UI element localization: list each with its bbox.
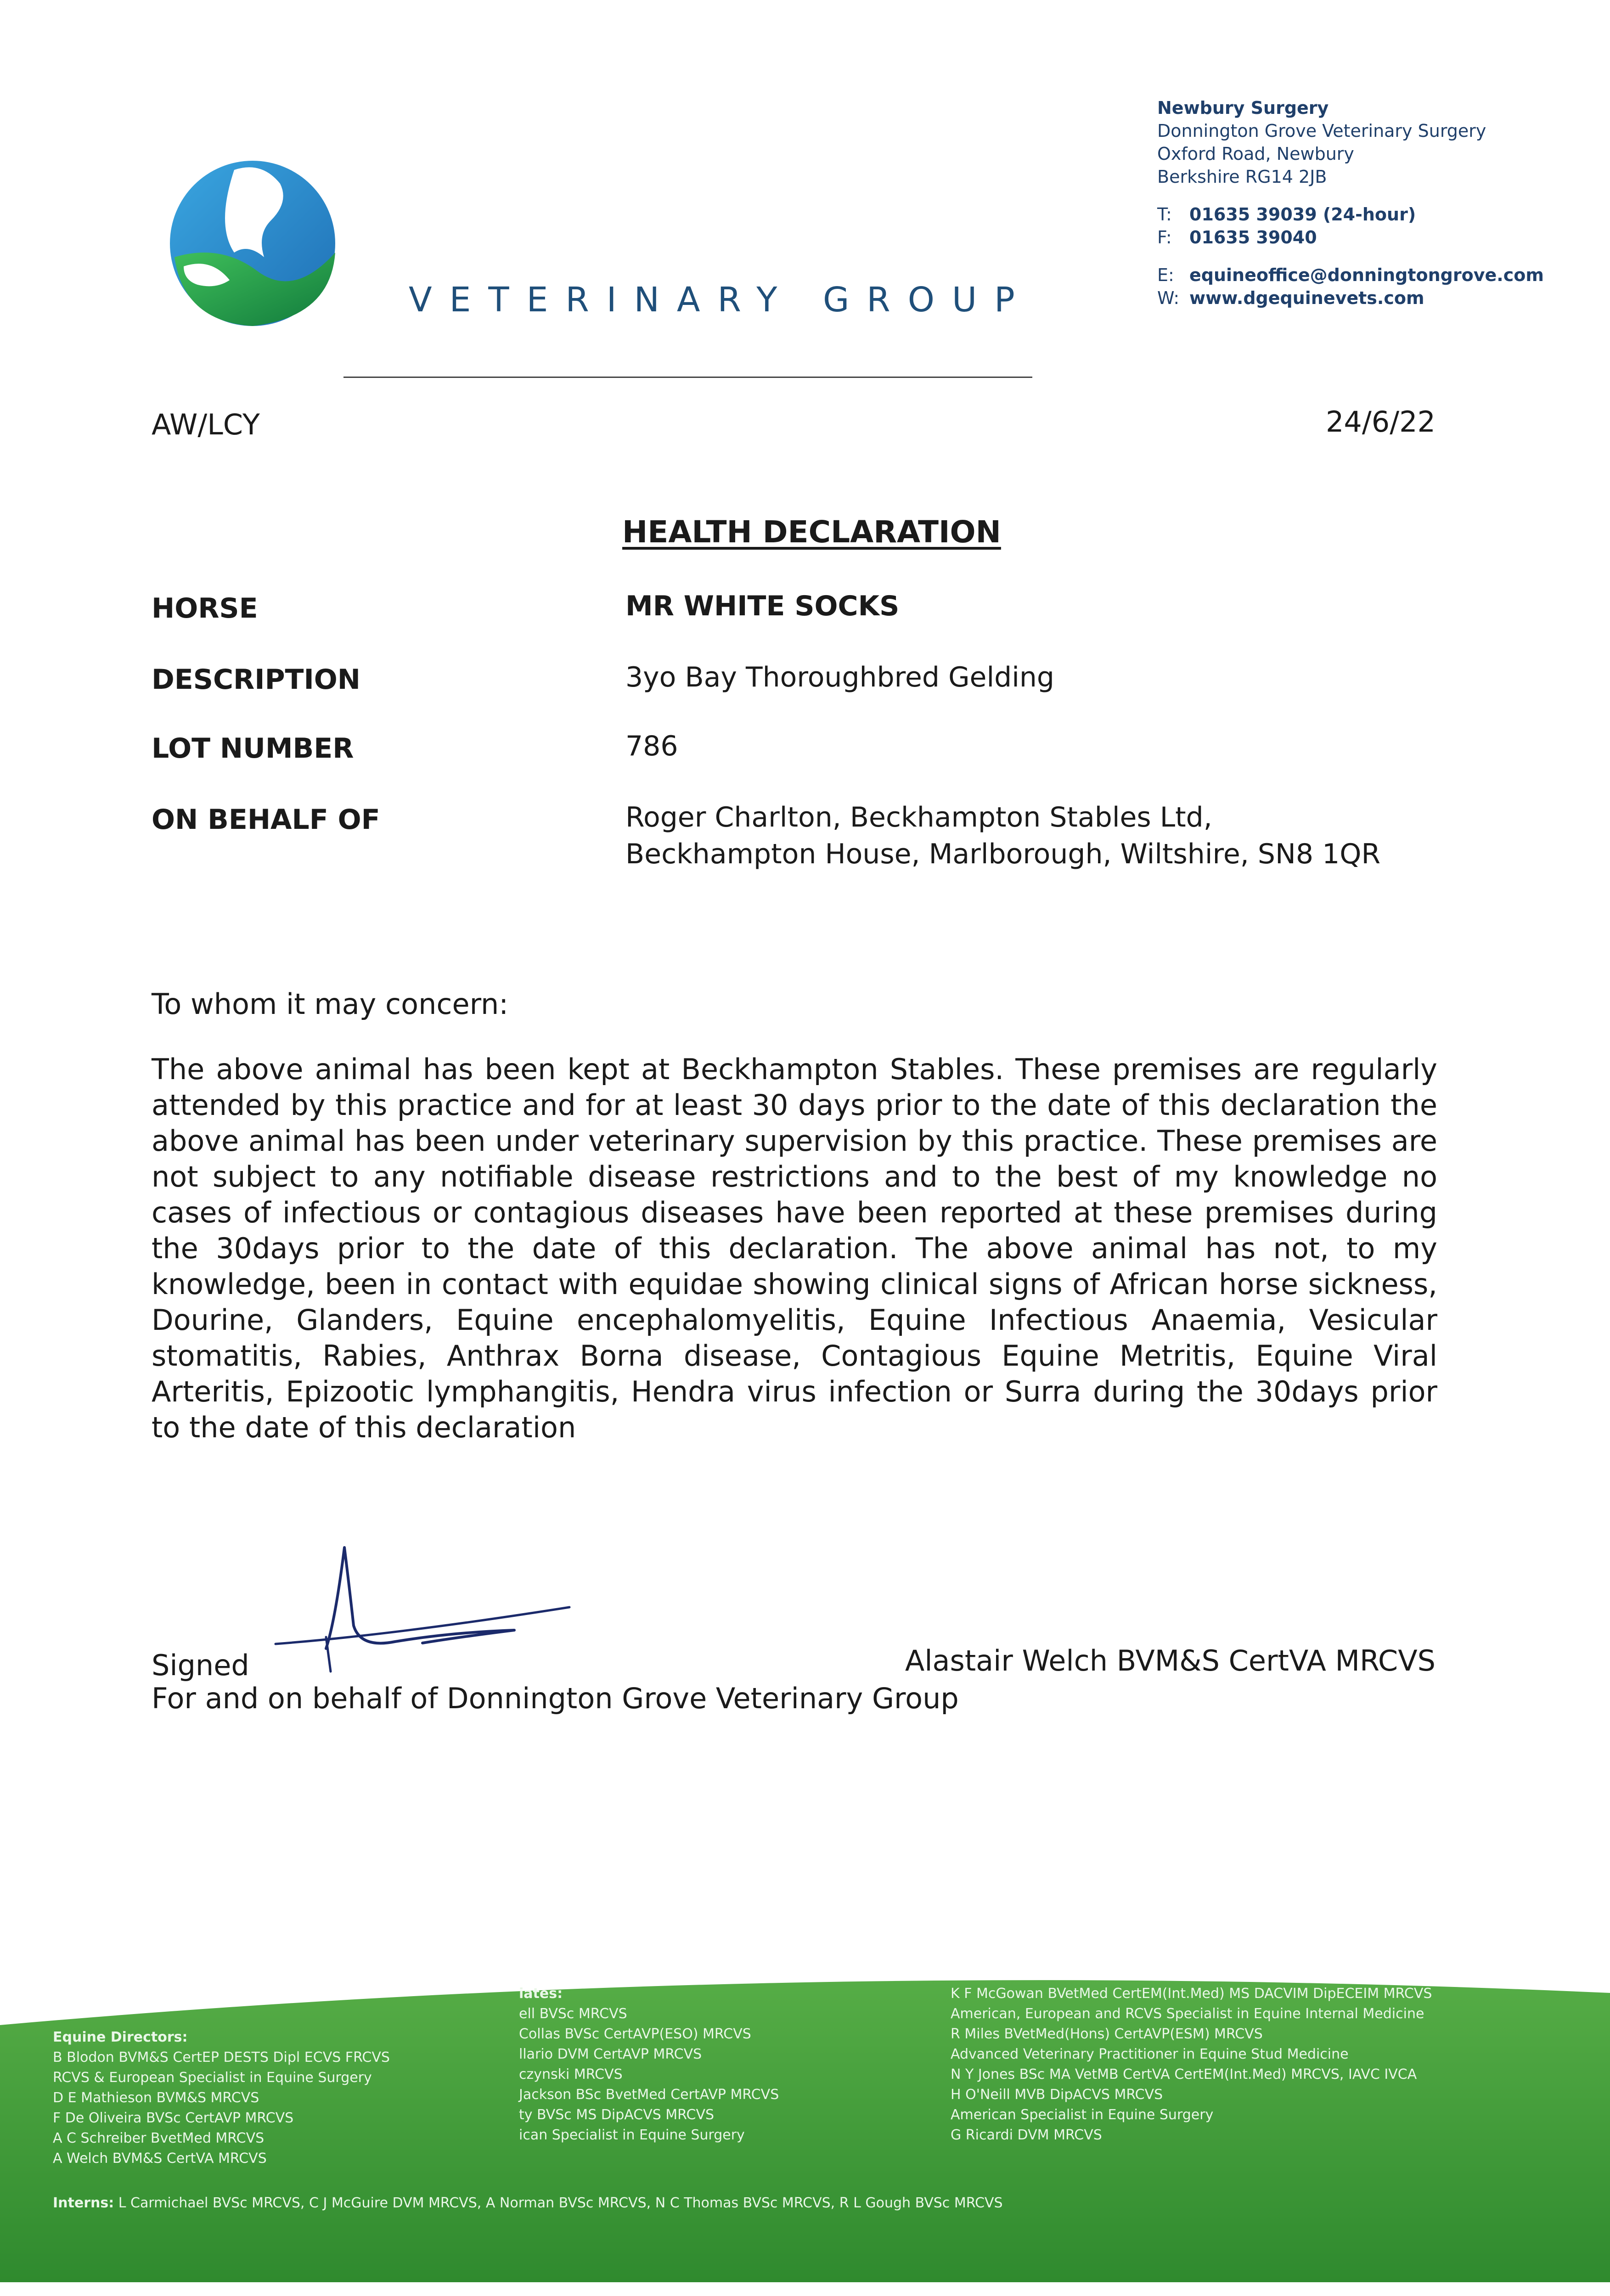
director-entry: F De Oliveira BVSc CertAVP MRCVS xyxy=(53,2110,294,2126)
associates-heading: iates: xyxy=(519,1986,563,2002)
interns-names: L Carmichael BVSc MRCVS, C J McGuire DVM MRCVS, A Norman BVSc MRCVS, N C Thomas BVSc MRCVS, R L Gough BVSc MRCVS xyxy=(118,2195,1003,2211)
phone-number: 01635 39039 (24-hour) xyxy=(1189,204,1416,225)
associate-entry: ell BVSc MRCVS xyxy=(519,2006,627,2022)
lot-number-label: LOT NUMBER xyxy=(152,732,354,765)
lot-number-value: 786 xyxy=(625,730,678,762)
fax-label: F: xyxy=(1157,227,1172,248)
email-label: E: xyxy=(1157,265,1174,285)
specialist-entry: H O'Neill MVB DipACVS MRCVS xyxy=(951,2087,1163,2103)
on-behalf-of-line-2: Beckhampton House, Marlborough, Wiltshire, SN8 1QR xyxy=(625,838,1381,870)
interns-heading: Interns: xyxy=(53,2195,114,2211)
associates-list xyxy=(519,1984,932,2145)
associate-entry: Jackson BSc BvetMed CertAVP MRCVS xyxy=(519,2087,779,2103)
director-entry: D E Mathieson BVM&S MRCVS xyxy=(53,2090,259,2106)
description-label: DESCRIPTION xyxy=(152,664,361,696)
on-behalf-of-line-1: Roger Charlton, Beckhampton Stables Ltd, xyxy=(625,801,1212,833)
address-line: Donnington Grove Veterinary Surgery xyxy=(1157,121,1486,141)
director-entry: RCVS & European Specialist in Equine Surgery xyxy=(53,2070,372,2086)
surgery-name: Newbury Surgery xyxy=(1157,98,1329,118)
letter-date: 24/6/22 xyxy=(1325,405,1435,439)
signatory-name: Alastair Welch BVM&S CertVA MRCVS xyxy=(905,1644,1435,1677)
specialist-entry: American, European and RCVS Specialist in Equine Internal Medicine xyxy=(951,2006,1424,2022)
signature-behalf-line: For and on behalf of Donnington Grove Veterinary Group xyxy=(152,1682,959,1715)
veterinary-group-logo xyxy=(165,152,340,335)
website-link[interactable]: www.dgequinevets.com xyxy=(1189,288,1424,308)
director-entry: A C Schreiber BvetMed MRCVS xyxy=(53,2130,265,2146)
director-entry: B Blodon BVM&S CertEP DESTS Dipl ECVS FRCVS xyxy=(53,2049,390,2065)
specialist-entry: R Miles BVetMed(Hons) CertAVP(ESM) MRCVS xyxy=(951,2026,1263,2042)
on-behalf-of-label: ON BEHALF OF xyxy=(152,804,380,836)
directors-heading: Equine Directors: xyxy=(53,2029,188,2045)
associate-entry: ican Specialist in Equine Surgery xyxy=(519,2127,745,2143)
associate-entry: czynski MRCVS xyxy=(519,2066,623,2082)
handwritten-signature xyxy=(257,1529,588,1685)
horse-value: MR WHITE SOCKS xyxy=(625,590,900,622)
directors-list xyxy=(53,2027,475,2169)
letterhead-divider xyxy=(343,377,1032,378)
description-value: 3yo Bay Thoroughbred Gelding xyxy=(625,661,1055,693)
fax-number: 01635 39040 xyxy=(1189,227,1317,248)
director-entry: A Welch BVM&S CertVA MRCVS xyxy=(53,2150,267,2167)
specialist-entry: K F McGowan BVetMed CertEM(Int.Med) MS DACVIM DipECEIM MRCVS xyxy=(951,1986,1432,2002)
address-line: Oxford Road, Newbury xyxy=(1157,144,1354,164)
associate-entry: llario DVM CertAVP MRCVS xyxy=(519,2046,702,2062)
brand-name: VETERINARY GROUP xyxy=(409,280,1032,320)
horse-label: HORSE xyxy=(152,592,258,625)
specialist-entry: Advanced Veterinary Practitioner in Equine Stud Medicine xyxy=(951,2046,1349,2062)
reference-code: AW/LCY xyxy=(152,408,260,441)
declaration-body: The above animal has been kept at Beckhampton Stables. These premises are regularly attended by this practice and for at least 30 days prior to the date of this declaration the above animal has been under veterinary supervision by this practice. These premises are not subject to any notifiable disease restrictions and to the best of my knowledge no cases of infectious or contagious diseases have been reported at these premises during the 30days prior to the date of this declaration. The above animal has not, to my knowledge, been in contact with equidae showing clinical signs of African horse sickness, Dourine, Glanders, Equine encephalomyelitis, Equine Infectious Anaemia, Vesicular stomatitis, Rabies, Anthrax Borna disease, Contagious Equine Metritis, Equine Viral Arteritis, Epizootic lymphangitis, Hendra virus infection or Surra during the 30days prior to the date of this declaration xyxy=(152,1052,1437,1444)
greeting: To whom it may concern: xyxy=(152,987,509,1021)
document-title: HEALTH DECLARATION xyxy=(622,514,1001,550)
specialist-entry: American Specialist in Equine Surgery xyxy=(951,2107,1214,2123)
specialists-list xyxy=(951,1984,1548,2145)
associate-entry: Collas BVSc CertAVP(ESO) MRCVS xyxy=(519,2026,751,2042)
interns-line xyxy=(53,2195,1003,2211)
email-link[interactable]: equineoffice@donningtongrove.com xyxy=(1189,265,1544,285)
specialist-entry: G Ricardi DVM MRCVS xyxy=(951,2127,1102,2143)
signed-label: Signed xyxy=(152,1649,249,1682)
specialist-entry: N Y Jones BSc MA VetMB CertVA CertEM(Int.Med) MRCVS, IAVC IVCA xyxy=(951,2066,1417,2082)
address-line: Berkshire RG14 2JB xyxy=(1157,167,1327,187)
web-label: W: xyxy=(1157,288,1180,308)
associate-entry: ty BVSc MS DipACVS MRCVS xyxy=(519,2107,715,2123)
phone-label: T: xyxy=(1157,204,1172,225)
surgery-address-block xyxy=(1157,96,1544,310)
